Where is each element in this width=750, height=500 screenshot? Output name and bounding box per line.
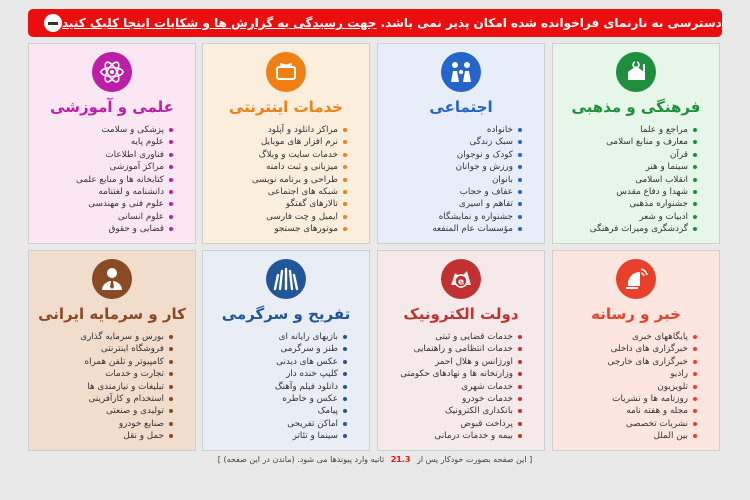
card-link-item[interactable]: مراجع و علما	[553, 124, 697, 136]
card-link-item[interactable]: دانشنامه و لغتنامه	[29, 186, 173, 198]
card-link-item[interactable]: کامپیوتر و تلفن همراه	[29, 356, 173, 368]
card-link-item[interactable]: بانوان	[378, 174, 522, 186]
card-link-item[interactable]: علوم فنی و مهندسی	[29, 198, 173, 210]
card-links	[203, 331, 369, 443]
card-link-item[interactable]: تالارهای گفتگو	[203, 198, 347, 210]
card-link-item[interactable]: تفاهم و اسیری	[378, 198, 522, 210]
card-link-item[interactable]: مراکز آموزشی	[29, 161, 173, 173]
card-link-item[interactable]: وزارتخانه ها و نهادهای حکومتی	[378, 368, 522, 380]
card-link-item[interactable]: معارف و منابع اسلامی	[553, 136, 697, 148]
card-link-item[interactable]: بازیهای رایانه ای	[203, 331, 347, 343]
countdown-seconds: 21.3	[390, 455, 411, 464]
minus-circle-icon[interactable]	[44, 14, 62, 32]
card-link-item[interactable]: روزنامه ها و نشریات	[553, 393, 697, 405]
card-link-item[interactable]: جشنواره مذهبی	[553, 198, 697, 210]
family-icon	[441, 52, 481, 92]
card-link-item[interactable]: خدمات قضایی و ثبتی	[378, 331, 522, 343]
card-link-item[interactable]: تجارت و خدمات	[29, 368, 173, 380]
access-denied-alert	[28, 9, 722, 37]
card-links	[29, 331, 195, 443]
atom-icon	[92, 52, 132, 92]
card-title: کار و سرمایه ایرانی	[38, 305, 186, 323]
category-card-e-government[interactable]	[377, 250, 545, 451]
card-link-item[interactable]: صنایع خودرو	[29, 418, 173, 430]
card-link-item[interactable]: خدمات شهری	[378, 381, 522, 393]
alert-report-link[interactable]: جهت رسیدگی به گزارش ها و شکایات اینجا کلیک کنید	[62, 16, 377, 30]
card-link-item[interactable]: اورژانس و هلال احمر	[378, 356, 522, 368]
card-link-item[interactable]: رادیو	[553, 368, 697, 380]
card-link-item[interactable]: انقلاب اسلامی	[553, 174, 697, 186]
category-card-entertainment[interactable]	[202, 250, 370, 451]
svg-text:e: e	[457, 277, 465, 288]
card-link-item[interactable]: ایمیل و چت فارسی	[203, 211, 347, 223]
card-title: علمی و آموزشی	[50, 98, 174, 116]
card-title: خدمات اینترنتی	[229, 98, 343, 116]
footer-suffix[interactable]: ثانیه وارد پیوندها می شود. (ماندن در این صفحه) ]	[217, 455, 385, 464]
auto-redirect-notice	[0, 455, 750, 464]
card-link-item[interactable]: سینما و هنر	[553, 161, 697, 173]
card-link-item[interactable]: فروشگاه اینترنتی	[29, 343, 173, 355]
alert-message: دسترسی به نارنمای فراخوانده شده امکان پذیر نمی باشد.	[380, 16, 722, 30]
card-link-item[interactable]: فناوری اطلاعات	[29, 149, 173, 161]
card-link-item[interactable]: طنز و سرگرمی	[203, 343, 347, 355]
card-links	[378, 331, 544, 443]
card-link-item[interactable]: تلویزیون	[553, 381, 697, 393]
card-link-item[interactable]: تبلیغات و نیازمندی ها	[29, 381, 173, 393]
card-link-item[interactable]: عکس های دیدنی	[203, 356, 347, 368]
card-link-item[interactable]: نرم افزار های موبایل	[203, 136, 347, 148]
card-link-item[interactable]: علوم پایه	[29, 136, 173, 148]
card-link-item[interactable]: بیمه و خدمات درمانی	[378, 430, 522, 442]
card-link-item[interactable]: پایگاههای خبری	[553, 331, 697, 343]
card-link-item[interactable]: مؤسسات عام المنفعه	[378, 223, 522, 235]
hands-up-icon	[266, 259, 306, 299]
card-link-item[interactable]: خبرگزاری های خارجی	[553, 356, 697, 368]
card-link-item[interactable]: تولیدی و صنعتی	[29, 405, 173, 417]
card-link-item[interactable]: عکس و خاطره	[203, 393, 347, 405]
card-title: فرهنگی و مذهبی	[571, 98, 701, 116]
card-link-item[interactable]: بورس و سرمایه گذاری	[29, 331, 173, 343]
card-link-item[interactable]: بانکداری الکترونیک	[378, 405, 522, 417]
card-title: خبر و رسانه	[591, 305, 681, 323]
card-link-item[interactable]: خدمات خودرو	[378, 393, 522, 405]
mosque-icon	[616, 52, 656, 92]
footer-prefix: [ این صفحه بصورت خودکار پس از	[417, 455, 533, 464]
category-card-culture[interactable]	[552, 43, 720, 244]
card-link-item[interactable]: مراکز دانلود و آپلود	[203, 124, 347, 136]
card-title: دولت الکترونیک	[403, 305, 519, 323]
card-link-item[interactable]: خبرگزاری های داخلی	[553, 343, 697, 355]
satellite-icon	[616, 259, 656, 299]
card-link-item[interactable]: ادبیات و شعر	[553, 211, 697, 223]
card-link-item[interactable]: خدمات انتظامی و راهنمایی	[378, 343, 522, 355]
e-government-icon	[441, 259, 481, 299]
card-links	[553, 124, 719, 236]
alert-message-line	[62, 16, 722, 30]
card-link-item[interactable]: سینما و تئاتر	[203, 430, 347, 442]
card-link-item[interactable]: پزشکی و سلامت	[29, 124, 173, 136]
card-link-item[interactable]: موتورهای جستجو	[203, 223, 347, 235]
card-link-item[interactable]: کلیپ خنده دار	[203, 368, 347, 380]
category-card-social[interactable]	[377, 43, 545, 244]
card-link-item[interactable]: خدمات سایت و وبلاگ	[203, 149, 347, 161]
card-links	[29, 124, 195, 236]
card-link-item[interactable]: طراحی و برنامه نویسی	[203, 174, 347, 186]
card-link-item[interactable]: اماکن تفریحی	[203, 418, 347, 430]
card-links	[378, 124, 544, 236]
category-card-internet-services[interactable]	[202, 43, 370, 244]
card-link-item[interactable]: نشریات تخصصی	[553, 418, 697, 430]
card-link-item[interactable]: کتابخانه ها و منابع علمی	[29, 174, 173, 186]
card-link-item[interactable]: شهدا و دفاع مقدس	[553, 186, 697, 198]
card-link-item[interactable]: کودک و نوجوان	[378, 149, 522, 161]
card-link-item[interactable]: پیامک	[203, 405, 347, 417]
card-link-item[interactable]: بین الملل	[553, 430, 697, 442]
card-links	[553, 331, 719, 443]
card-link-item[interactable]: قرآن	[553, 149, 697, 161]
card-links	[203, 124, 369, 236]
card-link-item[interactable]: حمل و نقل	[29, 430, 173, 442]
card-link-item[interactable]: قضایی و حقوق	[29, 223, 173, 235]
card-link-item[interactable]: میزبانی و ثبت دامنه	[203, 161, 347, 173]
category-card-science[interactable]	[28, 43, 196, 244]
card-link-item[interactable]: عفاف و حجاب	[378, 186, 522, 198]
card-link-item[interactable]: پرداخت قبوض	[378, 418, 522, 430]
businessman-icon	[92, 259, 132, 299]
card-link-item[interactable]: دانلود فیلم وآهنگ	[203, 381, 347, 393]
internet-services-icon	[266, 52, 306, 92]
card-link-item[interactable]: شبکه های اجتماعی	[203, 186, 347, 198]
card-link-item[interactable]: مجله و هفته نامه	[553, 405, 697, 417]
card-title: اجتماعی	[429, 98, 493, 116]
card-link-item[interactable]: علوم انسانی	[29, 211, 173, 223]
card-link-item[interactable]: جشنواره و نمایشگاه	[378, 211, 522, 223]
card-link-item[interactable]: گردشگری ومیراث فرهنگی	[553, 223, 697, 235]
card-title: تفریح و سرگرمی	[221, 305, 351, 323]
card-link-item[interactable]: خانواده	[378, 124, 522, 136]
card-link-item[interactable]: ورزش و جوانان	[378, 161, 522, 173]
card-link-item[interactable]: استخدام و کارآفرینی	[29, 393, 173, 405]
category-card-news[interactable]	[552, 250, 720, 451]
card-link-item[interactable]: سبک زندگی	[378, 136, 522, 148]
category-card-business[interactable]	[28, 250, 196, 451]
